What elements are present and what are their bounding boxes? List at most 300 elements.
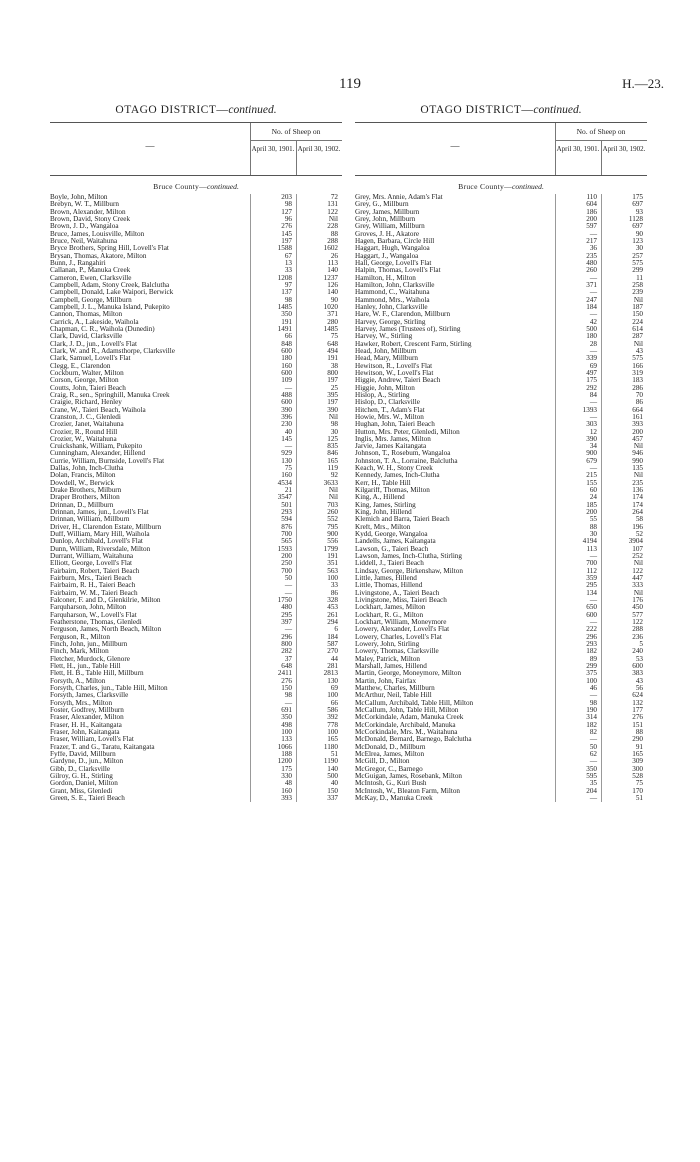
owner-name: Clark, Samuel, Lovell's Flat [50,355,131,363]
sheep-1902: 294 [327,618,338,627]
district-title-continued: continued. [228,104,277,116]
owner-name: Hammond, C., Waitahuna [355,289,430,297]
sheep-1901: 175 [281,764,292,773]
sheep-1902: 184 [327,632,338,641]
sheep-1901: 160 [281,471,292,480]
table-row [355,619,647,626]
table-row [50,582,342,589]
owner-name: Finch, John, jun., Millburn [50,641,128,649]
sheep-1902: 183 [632,376,643,385]
sheep-1902: 122 [632,566,643,575]
sheep-1901: 299 [586,662,597,670]
column-divider [555,194,556,802]
sheep-1902: 165 [327,735,338,744]
sheep-1901: 250 [281,559,292,568]
sheep-1901: 28 [589,339,597,348]
table-row [50,429,342,436]
owner-name: Hutton, Mrs. Peter, Glenledi, Milton [355,428,460,436]
sheep-1901: 691 [281,705,292,714]
sheep-1902: 624 [632,691,643,700]
sheep-1901: 600 [281,346,292,355]
owner-name: Drinnan, James, jun., Lovell's Flat [50,509,149,517]
sheep-1902: 150 [327,786,338,795]
owner-name: Little, Thomas, Hillend [355,582,423,590]
owner-name: McArthur, Neil, Table Hill [355,692,432,700]
table-row [50,333,342,340]
sheep-1902: 390 [327,405,338,414]
owner-name: Lockhart, R. G., Milton [355,611,424,619]
table-row [355,275,647,282]
sheep-1902: 1485 [323,324,338,333]
sheep-1901: 67 [284,251,292,260]
sheep-1902: 371 [327,310,338,319]
sheep-1901: 700 [586,559,597,568]
sheep-1901: 110 [586,193,597,201]
owner-name: Haggart, J., Wangaloa [355,252,419,260]
sheep-1901: 1066 [277,742,292,751]
table-row [50,758,342,765]
owner-name: Livingstone, Miss, Taieri Beach [355,597,447,605]
table-row [50,707,342,714]
sheep-1901: — [589,596,597,605]
owner-name: Green, S. E., Taieri Beach [50,794,125,802]
sheep-1901: 1208 [277,273,292,282]
table-row [355,341,647,348]
table-row [355,392,647,399]
sheep-1901: 498 [281,720,292,729]
sheep-1902: 70 [635,390,643,399]
sheep-1901: 293 [281,508,292,517]
sheep-1902: 1020 [323,302,338,311]
owner-name: Duff, William, Mary Hill, Waihola [50,531,150,539]
sheep-1902: 392 [327,713,338,722]
sheep-1901: 100 [586,676,597,685]
owner-name: Crozier, R., Round Hill [50,428,118,436]
sheep-1901: 1593 [277,544,292,553]
sheep-1901: 37 [284,654,292,663]
sheep-1901: 97 [284,280,292,289]
sheep-1902: 835 [327,442,338,451]
owner-name: Drinnan, D., Millburn [50,501,114,509]
table-row [50,458,342,465]
owner-name: Frazer, T. and G., Taratu, Kaitangata [50,743,155,751]
owner-name: Fraser, John, Kaitangata [50,728,120,736]
owner-name: Grey, William, Millburn [355,223,425,231]
sheep-1901: 350 [281,713,292,722]
sheep-1902: Nil [633,339,643,348]
sheep-1902: 100 [327,691,338,700]
sheep-1902: 333 [632,581,643,590]
owner-name: Brown, David, Stony Creek [50,215,131,223]
sheep-1901: 929 [281,449,292,458]
sheep-1902: 1237 [323,273,338,282]
sheep-1901: 197 [281,236,292,245]
table-row [50,663,342,670]
sheep-1901: 375 [586,669,597,678]
sheep-1902: 235 [632,478,643,487]
sheep-1901: 98 [284,295,292,304]
sheep-1901: 127 [281,207,292,216]
sheep-1902: 135 [632,464,643,473]
sheep-1901: 190 [586,705,597,714]
owner-name: Grey, Mrs. Annie, Adam's Flat [355,194,443,201]
table-row [50,604,342,611]
owner-name: Kreft, Mrs., Milton [355,523,411,531]
table-row [50,443,342,450]
sheep-1901: 600 [586,610,597,619]
table-row [50,311,342,318]
table-row [50,780,342,787]
sheep-1902: 300 [632,764,643,773]
header-sheep-label: No. of Sheep on [271,127,321,136]
sheep-1901: 155 [586,478,597,487]
owner-name: Callanan, P., Manuka Creek [50,267,131,275]
sheep-1901: — [589,552,597,561]
sheep-1902: 500 [327,771,338,780]
table-row [50,538,342,545]
sheep-1901: 497 [586,368,597,377]
sheep-1901: 134 [586,588,597,597]
sheep-1901: 4534 [277,478,292,487]
sheep-1901: 235 [586,251,597,260]
table-row [50,568,342,575]
sheep-1901: 800 [281,640,292,649]
table-row [355,267,647,274]
sheep-1901: 46 [589,683,597,692]
owner-name: McDonald, Bernard, Barnego, Balclutha [355,736,472,744]
sheep-1901: 88 [589,522,597,531]
owner-name: Hamilton, H., Milton [355,274,416,282]
sheep-1901: 30 [589,530,597,539]
sheep-1902: 5 [639,640,643,649]
table-row [355,304,647,311]
table-row [50,260,342,267]
table-row [50,656,342,663]
sheep-1902: 575 [632,354,643,363]
table-row [50,641,342,648]
sheep-1902: 150 [632,310,643,319]
owner-name: Johnson, T., Rosebum, Wangaloa [355,450,451,458]
sheep-1901: 1491 [277,324,292,333]
owner-name: Cockburn, Walter, Milton [50,369,124,377]
table-row [355,436,647,443]
owner-name: Hislop, A., Stirling [355,391,410,399]
sheep-1901: 3547 [277,493,292,502]
owner-name: Liddell, J., Taieri Beach [355,560,424,568]
county-title [50,180,342,194]
owner-name: Hughan, John, Taieri Beach [355,421,435,429]
sheep-1902: 93 [635,207,643,216]
owner-name: Landells, James, Kaitangata [355,538,436,546]
owner-name: Gardyne, D., jun., Milton [50,758,124,766]
table-row [355,516,647,523]
table-row [355,385,647,392]
owner-name: Draper Brothers, Milton [50,494,120,502]
sheep-1901: 604 [586,200,597,209]
table-row [50,678,342,685]
county-title-text: Bruce County— [458,182,513,191]
sheep-1901: 69 [589,361,597,370]
sheep-1901: 130 [281,456,292,465]
district-title-text: OTAGO DISTRICT— [420,104,534,116]
sheep-1902: 191 [327,354,338,363]
owner-name: Finch, Mark, Milton [50,648,109,656]
table-row [50,399,342,406]
table-row [355,494,647,501]
table-row [50,509,342,516]
sheep-1902: 98 [330,420,338,429]
sheep-1901: 371 [586,280,597,289]
sheep-1902: 577 [632,610,643,619]
table-row [50,553,342,560]
sheep-1901: 350 [586,764,597,773]
sheep-1902: 130 [327,676,338,685]
table-row [355,297,647,304]
sheep-1902: 6 [334,625,338,634]
table-row [355,531,647,538]
owner-name: Gordon, Daniel, Milton [50,780,118,788]
table-row [50,363,342,370]
sheep-1902: 126 [327,280,338,289]
table-row [355,370,647,377]
owner-name: McCorkindale, Adam, Manuka Creek [355,714,464,722]
sheep-1901: 501 [281,500,292,509]
owner-name: Inglis, Mrs. James, Milton [355,435,431,443]
sheep-1902: 224 [632,317,643,326]
sheep-1901: 282 [281,647,292,656]
table-body [355,194,647,802]
sheep-1901: 650 [586,603,597,612]
table-row [355,553,647,560]
owner-name: Martin, George, Moneymore, Milton [355,670,462,678]
owner-name: Driver, H., Clarendon Estate, Millburn [50,523,162,531]
table-row [355,788,647,795]
sheep-1902: 260 [327,508,338,517]
sheep-1902: 395 [327,390,338,399]
table-row [355,231,647,238]
table-row [50,619,342,626]
owner-name: Fairbairn, W. M., Taieri Beach [50,589,138,597]
sheep-1901: 40 [284,427,292,436]
right-column [355,104,647,802]
owner-name: Kydd, George, Wangaloa [355,531,428,539]
table-row [355,407,647,414]
sheep-1901: 500 [586,324,597,333]
table-row [50,560,342,567]
sheep-1902: 457 [632,434,643,443]
owner-name: Cunningham, Alexander, Hillend [50,450,146,458]
sheep-1902: 309 [632,757,643,766]
owner-name: Clegg, E., Clarendon [50,362,111,370]
table-row [50,253,342,260]
owner-name: Brown, Alexander, Milton [50,208,126,216]
sheep-1902: 38 [330,361,338,370]
sheep-1902: Nil [633,442,643,451]
sheep-1901: 100 [281,727,292,736]
owner-name: Head, Mary, Millburn [355,355,419,363]
sheep-1902: 75 [635,779,643,788]
owner-name: Kilgariff, Thomas, Milton [355,487,430,495]
table-row [355,311,647,318]
district-title [355,104,647,122]
sheep-1902: 122 [327,207,338,216]
owner-name: Fairbairn, R. H., Taieri Beach [50,582,136,590]
table-row [355,465,647,472]
table-row [50,685,342,692]
table-row [355,575,647,582]
owner-name: Crozier, W., Waitahuna [50,435,117,443]
sheep-1902: 43 [635,676,643,685]
owner-name: Campbell, George, Millburn [50,296,132,304]
owner-name: Grant, Miss, Glenledi [50,787,113,795]
sheep-1902: 53 [635,654,643,663]
table-row [50,436,342,443]
table-row [50,494,342,501]
table-row [355,502,647,509]
owner-name: Howie, Mrs. W., Milton [355,413,424,421]
table-row [355,744,647,751]
owner-name: King, James, Stirling [355,501,416,509]
header-date-1902: April 30, 1902. [602,145,646,153]
sheep-1902: 174 [632,500,643,509]
sheep-1902: 33 [330,581,338,590]
owner-name: Brysan, Thomas, Akatore, Milton [50,252,147,260]
owner-name: Harvey, George, Stirling [355,318,426,326]
table-row [50,267,342,274]
owner-name: Haggart, Hugh, Wangaloa [355,245,430,253]
owner-name: McElrea, James, Milton [355,750,425,758]
sheep-1902: 697 [632,222,643,231]
sheep-1902: Nil [328,412,338,421]
sheep-1901: 876 [281,522,292,531]
sheep-1901: 96 [284,214,292,223]
owner-name: Grey, James, Millburn [355,208,420,216]
sheep-1902: 122 [632,618,643,627]
table-row [50,597,342,604]
sheep-1901: 1485 [277,302,292,311]
sheep-1902: 52 [635,530,643,539]
header-name-dash: — [145,141,155,151]
sheep-1902: Nil [328,486,338,495]
table-row [50,414,342,421]
sheep-1902: 494 [327,346,338,355]
owner-name: Harvey, James (Trustees of), Stirling [355,325,461,333]
table-row [355,363,647,370]
left-column [50,104,342,802]
sheep-1902: 140 [327,288,338,297]
sheep-1902: 90 [330,295,338,304]
sheep-1902: 170 [632,786,643,795]
table-row [355,736,647,743]
sheep-1901: 565 [281,537,292,546]
sheep-1901: 200 [586,214,597,223]
sheep-1901: — [589,464,597,473]
sheep-1902: 453 [327,603,338,612]
owner-name: Fraser, Alexander, Milton [50,714,124,722]
owner-name: Craigie, Richard, Henley [50,399,122,407]
owner-name: Cranston, J. C., Glenledi [50,413,121,421]
sheep-1902: Nil [633,295,643,304]
sheep-1902: 528 [632,771,643,780]
sheep-1902: 270 [327,647,338,656]
sheep-1901: 98 [284,691,292,700]
sheep-1901: — [589,229,597,238]
owner-name: Keach, W. H., Stony Creek [355,465,433,473]
sheep-1901: 35 [589,779,597,788]
owner-name: King, A., Hillend [355,494,405,502]
owner-name: Ferguson, R., Milton [50,633,110,641]
sheep-1902: 280 [327,317,338,326]
table-row [50,502,342,509]
owner-name: Hall, George, Lovell's Flat [355,259,432,267]
sheep-1901: 1750 [277,596,292,605]
owner-name: Hare, W. F., Clarendon, Millburn [355,311,451,319]
owner-name: Farquharson, W., Lovell's Flat [50,611,137,619]
sheep-1901: 4194 [582,537,597,546]
sheep-1901: 595 [586,771,597,780]
table-row [355,480,647,487]
owner-name: Dunlop, Archibald, Lovell's Flat [50,538,143,546]
column-divider [601,194,602,802]
table-row [50,722,342,729]
table-row [50,216,342,223]
table-row [50,788,342,795]
sheep-1902: 30 [635,244,643,253]
sheep-1902: 846 [327,449,338,458]
sheep-1902: 3904 [628,537,643,546]
owner-name: Brebyn, W. T., Millburn [50,201,120,209]
table-row [50,275,342,282]
table-row [50,729,342,736]
table-row [50,648,342,655]
sheep-1902: 586 [327,705,338,714]
owner-name: Crozier, Janet, Waitahuna [50,421,124,429]
sheep-1902: 91 [635,742,643,751]
sheep-1902: 56 [635,683,643,692]
sheep-1902: 166 [632,361,643,370]
table-row [355,472,647,479]
owner-name: Halpin, Thomas, Lovell's Flat [355,267,441,275]
sheep-1902: 197 [327,398,338,407]
sheep-1901: — [589,691,597,700]
sheep-1902: 58 [635,515,643,524]
sheep-1902: 86 [330,588,338,597]
owner-name: McCallum, Archibald, Table Hill, Milton [355,699,474,707]
sheep-1901: 594 [281,515,292,524]
sheep-1901: 55 [589,515,597,524]
sheep-1902: 697 [632,200,643,209]
sheep-1902: 100 [327,574,338,583]
sheep-1902: 100 [327,727,338,736]
sheep-1901: 293 [586,640,597,649]
sheep-1901: 62 [589,749,597,758]
sheep-1902: Nil [633,559,643,568]
sheep-1901: 900 [586,449,597,458]
owner-name: Crane, W., Taieri Beach, Waihola [50,406,146,414]
owner-name: Craig, R., sen., Springhill, Manuka Creek [50,391,170,399]
sheep-1902: 778 [327,720,338,729]
sheep-1901: 359 [586,574,597,583]
table-row [50,751,342,758]
owner-name: Brown, J. D., Wangaloa [50,223,119,231]
sheep-1902: 1128 [628,214,643,223]
owner-name: Lowery, Thomas, Clarksville [355,648,439,656]
sheep-1902: 600 [632,662,643,670]
table-row [355,201,647,208]
table-row [355,714,647,721]
owner-name: Currie, William, Burnside, Lovell's Flat [50,457,165,465]
table-row [355,722,647,729]
